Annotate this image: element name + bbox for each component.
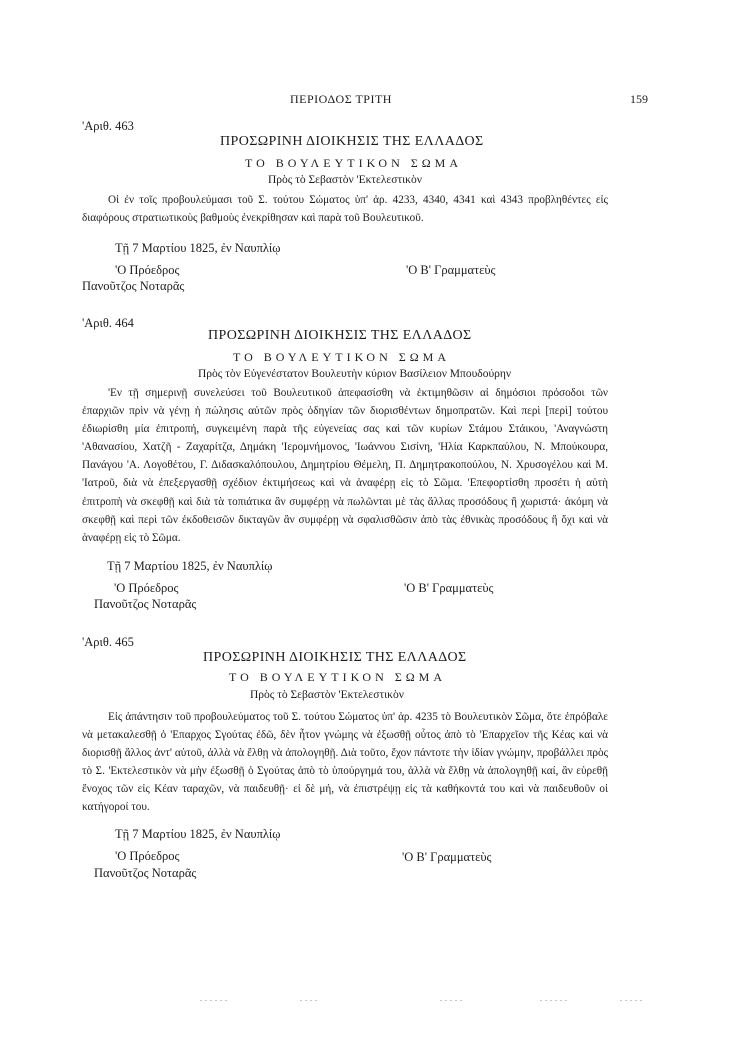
document-subheading: ΤΟ ΒΟΥΛΕΥΤΙΚΟΝ ΣΩΜΑ [229,670,446,684]
document-date: Τῇ 7 Μαρτίου 1825, ἐν Ναυπλίῳ [115,827,281,841]
document-date: Τῇ 7 Μαρτίου 1825, ἐν Ναυπλίῳ [115,241,281,255]
scan-artifact [200,1000,230,1001]
document-subheading: ΤΟ ΒΟΥΛΕΥΤΙΚΟΝ ΣΩΜΑ [245,156,462,170]
document-heading: ΠΡΟΣΩΡΙΝΗ ΔΙΟΙΚΗΣΙΣ ΤΗΣ ΕΛΛΑΔΟΣ [208,328,472,343]
document-number: 'Αριθ. 463 [82,119,134,133]
scan-artifact [540,1000,570,1001]
document-number: 'Αριθ. 464 [82,316,134,330]
running-header: ΠΕΡΙΟΔΟΣ ΤΡΙΤΗ [290,92,392,106]
scan-artifact [620,1000,645,1001]
document-addressee: Πρὸς τὸ Σεβαστὸν 'Εκτελεστικὸν [250,689,404,701]
document-body: Εἰς ἀπάντησιν τοῦ προβουλεύματος τοῦ Σ. τούτου Σώματος ὑπ' ἀρ. 4235 τὸ Βουλευτικὸν Σῶμα, ὅτε ἐπρόβαλε νὰ μετακαλεσθῇ ὁ 'Επαρχος Σγούτας ἐδῶ, δὲν ἦτον γνώμης νὰ ἐξωσθῇ οὗτος ἀπὸ τὸ 'Επαρχεῖον τῆς Κέας καὶ νὰ διορισθῇ ἄλλος ἀντ' αὐτοῦ, ἀλλὰ νὰ ἔλθῃ νὰ ἀπολογηθῇ. Διὰ τοῦτο, ἔχον πάντοτε τὴν ἰδίαν γνώμην, προβάλλει πρὸς τὸ Σ. 'Εκτελεστικὸν νὰ μὴν ἐξωσθῇ ὁ Σγούτας ἀπὸ τὸ ὑπούργημά του, ἀλλὰ νὰ ἔλθῃ νὰ ἀπολογηθῇ καί, ἂν εὑρεθῇ ἔνοχος τῶν εἰς Κέαν ταραχῶν, νὰ παιδευθῇ· εἰ δὲ μή, νὰ ἐπιστρέψῃ εἰς τὰ καθήκοντά του καὶ νὰ παιδευθοῦν οἱ κατήγοροί του. [82,711,608,814]
secretary-title: 'Ο Β' Γραμματεὺς [406,263,496,277]
document-subheading: ΤΟ ΒΟΥΛΕΥΤΙΚΟΝ ΣΩΜΑ [233,350,450,364]
secretary-title: 'Ο Β' Γραμματεὺς [402,850,492,864]
document-addressee: Πρὸς τὸν Εὐγενέστατον Βουλευτὴν κύριον Βασίλειον Μπουδούρην [198,368,512,380]
secretary-title: 'Ο Β' Γραμματεὺς [404,581,494,595]
document-addressee: Πρὸς τὸ Σεβαστὸν 'Εκτελεστικὸν [268,174,422,186]
document-body: 'Εν τῇ σημερινῇ συνελεύσει τοῦ Βουλευτικοῦ ἀπεφασίσθη νὰ ἐκτιμηθῶσιν αἱ δημόσιοι πρόσοδοι τῶν ἐπαρχιῶν πρὶν νὰ γένῃ ἡ πώλησις αὐτῶν πρὸς ὁδηγίαν τῶν διορισθέντων δημοπρατῶν. Καὶ περὶ [περὶ] τούτου ἐδιωρίσθη μία ἐπιτροπή, συγκειμένη παρὰ τῆς εὐγενείας σας καὶ τῶν κυρίων Στάμου Στάικου, 'Αναγνώστη 'Αθανασίου, Χατζῆ - Ζαχαρίτζα, Δημάκη 'Ιερομνήμονος, 'Ιωάννου Σισίνη, 'Ηλία Καρκπαύλου, Ν. Μπούκουρα, Πανάγου 'Α. Λογοθέτου, Γ. Διδασκαλόπουλου, Δημητρίου Θέμελη, Π. Δημητρακοπούλου, Ν. Χρυσογέλου καὶ Μ. 'Ιατροῦ, διὰ νὰ ἐπεξεργασθῇ σχέδιον ἐκτιμήσεως καὶ νὰ ἀναφέρῃ εἰς τὸ Σῶμα. 'Επεφορτίσθη προσέτι ἡ αὐτὴ ἐπιτροπὴ νὰ σκεφθῇ καὶ διὰ τὰ τοπιάτικα ἂν συμφέρῃ νὰ πωλῶνται μὲ τὰς ἄλλας προσόδους ἢ χωριστά· ἀκόμη νὰ σκεφθῇ καὶ περὶ τῶν ἐκδοθεισῶν δικταγῶν ἂν συμφέρῃ νὰ σφαλισθῶσιν ἀπὸ τὰς ἐθνικὰς προσόδους ἢ ὄχι καὶ νὰ ἀναφέρῃ εἰς τὸ Σῶμα. [82,387,608,544]
page-number: 159 [630,92,648,106]
document-heading: ΠΡΟΣΩΡΙΝΗ ΔΙΟΙΚΗΣΙΣ ΤΗΣ ΕΛΛΑΔΟΣ [220,134,484,149]
document-date: Τῇ 7 Μαρτίου 1825, ἐν Ναυπλίῳ [107,559,273,573]
president-title: 'Ο Πρόεδρος [115,263,180,277]
scan-artifact [440,1000,465,1001]
president-name: Πανοῦτζος Νοταρᾶς [82,279,185,293]
president-title: 'Ο Πρόεδρος [114,581,179,595]
document-heading: ΠΡΟΣΩΡΙΝΗ ΔΙΟΙΚΗΣΙΣ ΤΗΣ ΕΛΛΑΔΟΣ [203,650,467,665]
president-name: Πανοῦτζος Νοταρᾶς [94,866,197,880]
document-body: Οἱ ἐν τοῖς προβουλεύμασι τοῦ Σ. τούτου Σώματος ὑπ' ἀρ. 4233, 4340, 4341 καὶ 4343 προβληθέντες εἰς διαφόρους στρατιωτικοὺς βαθμοὺς ἐνεκρίθησαν καὶ παρὰ τοῦ Βουλευτικοῦ. [82,194,608,225]
scan-artifact [300,1000,320,1001]
president-title: 'Ο Πρόεδρος [115,849,180,863]
president-name: Πανοῦτζος Νοταρᾶς [94,597,197,611]
document-number: 'Αριθ. 465 [82,635,134,649]
